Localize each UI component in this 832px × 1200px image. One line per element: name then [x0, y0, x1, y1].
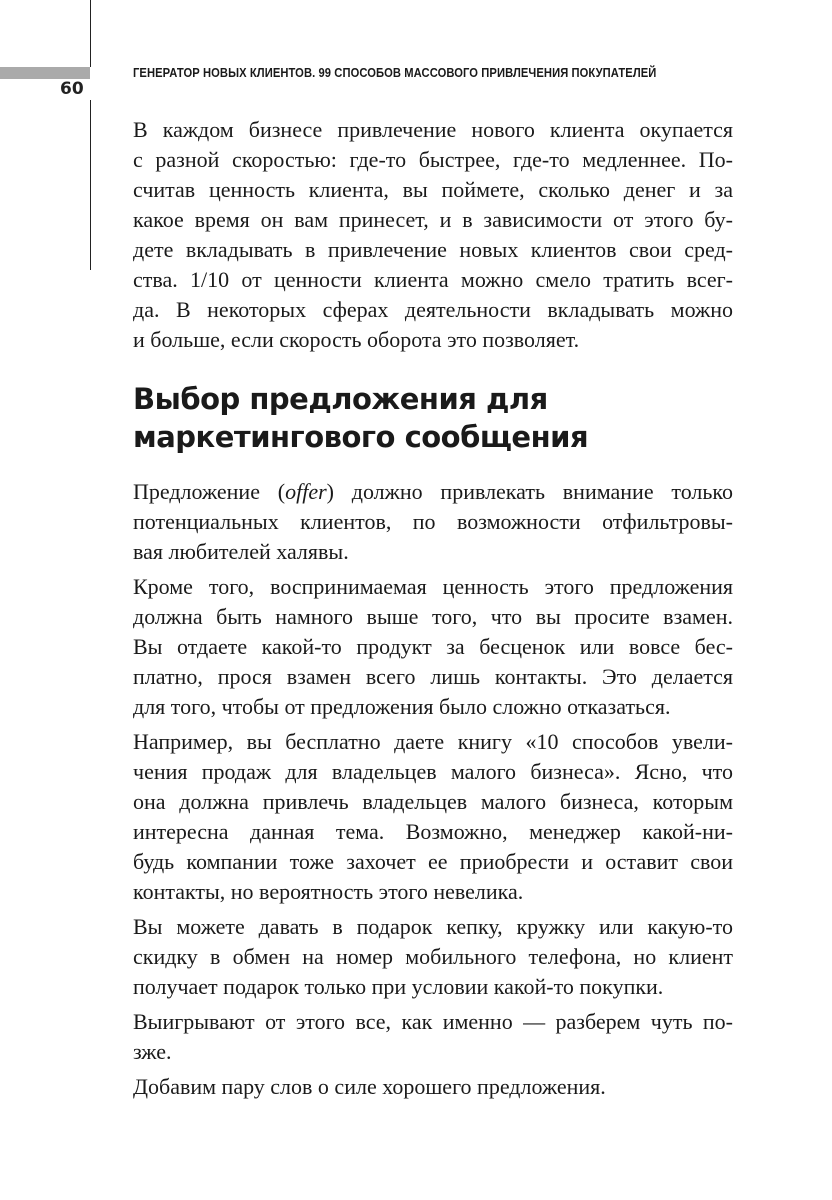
text-line: В каждом бизнесе привлечение нового клиента окупается	[133, 117, 733, 142]
text-line: потенциальных клиентов, по возможности отфильтровы-	[133, 509, 733, 534]
heading-line: Выбор предложения для	[133, 382, 548, 416]
text-line: Добавим пару слов о силе хорошего предложения.	[133, 1074, 606, 1099]
text-line: будь компании тоже захочет ее приобрести и оставит свои	[133, 849, 733, 874]
text-line: ства. 1/10 от ценности клиента можно смело тратить всег-	[133, 267, 733, 292]
paragraph	[133, 1007, 733, 1067]
text-line: Выигрывают от этого все, как именно — разберем чуть по-	[133, 1009, 733, 1034]
text-run: Предложение (	[133, 479, 286, 504]
text-line: чения продаж для владельцев малого бизнеса». Ясно, что	[133, 759, 733, 784]
text-line: Вы можете давать в подарок кепку, кружку или какую-то	[133, 914, 733, 939]
text-line: должна быть намного выше того, что вы просите взамен.	[133, 604, 733, 629]
page-number: 60	[60, 79, 84, 99]
text-line: зже.	[133, 1039, 172, 1064]
text-line: с разной скоростью: где-то быстрее, где-то медленнее. По-	[133, 147, 733, 172]
text-line: Вы отдаете какой-то продукт за бесценок или вовсе бес-	[133, 634, 733, 659]
paragraph	[133, 477, 733, 567]
text-line: считав ценность клиента, вы поймете, сколько денег и за	[133, 177, 733, 202]
margin-rule	[90, 100, 91, 270]
page-tab-bar	[0, 67, 90, 79]
text-line: Например, вы бесплатно даете книгу «10 способов увели-	[133, 729, 733, 754]
text-line: контакты, но вероятность этого невелика.	[133, 879, 524, 904]
text-line: для того, чтобы от предложения было сложно отказаться.	[133, 694, 671, 719]
text-line: Кроме того, воспринимаемая ценность этого предложения	[133, 574, 733, 599]
paragraph	[133, 1072, 733, 1102]
text-line: да. В некоторых сферах деятельности вкладывать можно	[133, 297, 733, 322]
text-line: дете вкладывать в привлечение новых клиентов свои сред-	[133, 237, 733, 262]
section-heading	[133, 380, 588, 456]
text-line: платно, прося взамен всего лишь контакты. Это делается	[133, 664, 733, 689]
paragraph	[133, 572, 733, 722]
text-line: какое время он вам принесет, и в зависимости от этого бу-	[133, 207, 733, 232]
text-line: вая любителей халявы.	[133, 539, 349, 564]
text-line: и больше, если скорость оборота это позволяет.	[133, 327, 580, 352]
text-line	[133, 477, 733, 507]
text-line: интересна данная тема. Возможно, менеджер какой-ни-	[133, 819, 733, 844]
margin-rule	[90, 0, 91, 67]
text-line: она должна привлечь владельцев малого бизнеса, которым	[133, 789, 733, 814]
italic-term: offer	[285, 479, 327, 504]
text-run: ) должно привлекать внимание только	[326, 479, 733, 504]
section-body	[133, 477, 733, 1107]
running-title: ГЕНЕРАТОР НОВЫХ КЛИЕНТОВ. 99 СПОСОБОВ МАССОВОГО ПРИВЛЕЧЕНИЯ ПОКУПАТЕЛЕЙ	[133, 65, 657, 80]
paragraph	[133, 912, 733, 1002]
text-line: скидку в обмен на номер мобильного телефона, но клиент	[133, 944, 733, 969]
text-line: получает подарок только при условии какой-то покупки.	[133, 974, 664, 999]
heading-line: маркетингового сообщения	[133, 420, 589, 454]
intro-paragraph	[133, 115, 733, 355]
paragraph	[133, 727, 733, 907]
